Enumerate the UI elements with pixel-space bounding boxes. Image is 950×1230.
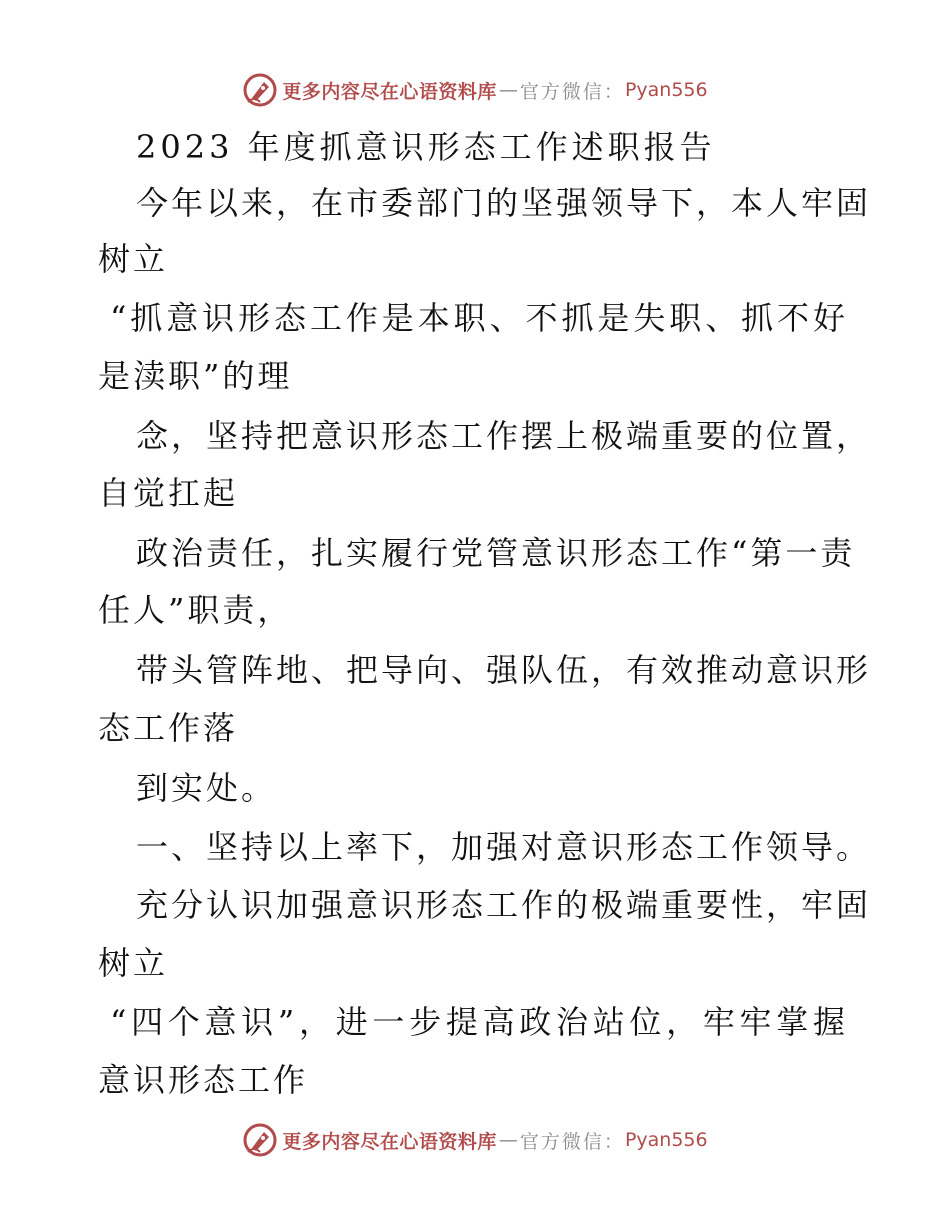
watermark-main-text: 更多内容尽在心语资料库 <box>282 80 497 103</box>
paragraph-line: 是渎职”的理 <box>98 357 293 395</box>
watermark-wechat-id: Pyan556 <box>624 79 708 101</box>
paragraph-line: 带头管阵地、把导向、强队伍，有效推动意识形 <box>136 651 872 689</box>
watermark-official-label: 官方微信： <box>519 80 625 103</box>
section-heading: 一、坚持以上率下，加强对意识形态工作领导。 <box>136 828 872 866</box>
document-title: 2023 年度抓意识形态工作述职报告 <box>136 128 716 166</box>
watermark-main-text: 更多内容尽在心语资料库 <box>282 1130 497 1153</box>
paragraph-line: 到实处。 <box>136 769 277 807</box>
watermark-separator: — <box>498 1129 518 1151</box>
paragraph-line: 自觉扛起 <box>98 474 239 512</box>
paragraph-line: 意识形态工作 <box>98 1061 309 1099</box>
watermark-wechat-id: Pyan556 <box>624 1129 708 1151</box>
paragraph-line: 态工作落 <box>98 709 239 747</box>
footer-watermark <box>0 1120 950 1160</box>
paragraph-line: “四个意识”，进一步提高政治站位，牢牢掌握 <box>110 1003 848 1041</box>
pen-nib-logo-icon <box>242 72 278 108</box>
paragraph-line: 政治责任，扎实履行党管意识形态工作“第一责 <box>136 534 856 572</box>
paragraph-line: 充分认识加强意识形态工作的极端重要性，牢固 <box>136 886 872 924</box>
paragraph-line: “抓意识形态工作是本职、不抓是失职、抓不好 <box>110 299 848 337</box>
header-watermark <box>0 70 950 110</box>
watermark-official-label: 官方微信： <box>519 1130 625 1153</box>
watermark-separator: — <box>498 79 518 101</box>
paragraph-line: 树立 <box>98 240 169 278</box>
paragraph-line: 任人”职责， <box>98 591 293 629</box>
pen-nib-logo-icon <box>242 1122 278 1158</box>
paragraph-line: 树立 <box>98 944 169 982</box>
paragraph-line: 今年以来，在市委部门的坚强领导下，本人牢固 <box>136 184 872 222</box>
paragraph-line: 念，坚持把意识形态工作摆上极端重要的位置， <box>136 417 872 455</box>
